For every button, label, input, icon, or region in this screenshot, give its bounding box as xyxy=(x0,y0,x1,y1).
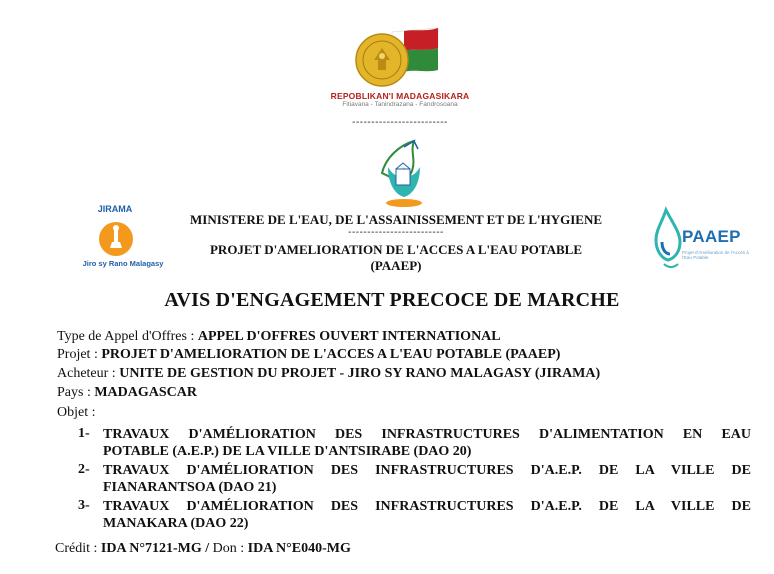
separator-line-2: ------------------------- xyxy=(348,227,444,238)
don-label: Don : xyxy=(212,541,248,556)
jirama-tagline: Jiro sy Rano Malagasy xyxy=(82,259,164,268)
ministry-water-logo xyxy=(374,137,432,209)
project-name: PROJET D'AMELIORATION DE L'ACCES A L'EAU POTABLE xyxy=(209,242,582,257)
credit-row xyxy=(55,541,351,557)
republic-name: REPOBLIKAN'I MADAGASIKARA xyxy=(330,91,470,101)
buyer-value: UNITE DE GESTION DU PROJET - JIRO SY RANO MALAGASY (JIRAMA) xyxy=(119,366,601,381)
object-text-line: TRAVAUX D'AMÉLIORATION DES INFRASTRUCTURES D'A.E.P. DE LA VILLE DE xyxy=(103,463,751,478)
credit-value: IDA N°7121-MG xyxy=(100,541,202,556)
project-label: Projet : xyxy=(57,347,102,362)
object-text-line: POTABLE (A.E.P.) DE LA VILLE D'ANTSIRABE (DAO 20) xyxy=(103,444,472,459)
object-label: Objet : xyxy=(57,405,96,420)
project-acronym: (PAAEP) xyxy=(370,258,422,273)
credit-label: Crédit : xyxy=(55,541,101,556)
tender-type-row xyxy=(57,329,501,345)
country-label: Pays : xyxy=(57,385,95,400)
paaep-label: PAAEP xyxy=(682,227,741,246)
country-row xyxy=(57,385,197,401)
object-text-line: TRAVAUX D'AMÉLIORATION DES INFRASTRUCTURES D'ALIMENTATION EN EAU xyxy=(103,427,751,442)
object-number: 3- xyxy=(78,498,90,513)
credit-separator: / xyxy=(201,541,213,556)
tender-type-label: Type de Appel d'Offres : xyxy=(57,329,198,344)
project-row xyxy=(57,347,560,363)
buyer-label: Acheteur : xyxy=(57,366,120,381)
republic-seal-logo xyxy=(352,26,442,94)
object-text-line: MANAKARA (DAO 22) xyxy=(103,516,249,531)
object-number: 2- xyxy=(78,462,90,477)
country-value: MADAGASCAR xyxy=(94,385,198,400)
object-number: 1- xyxy=(78,426,90,441)
object-text-line: TRAVAUX D'AMÉLIORATION DES INFRASTRUCTURES D'A.E.P. DE LA VILLE DE xyxy=(103,499,751,514)
notice-title: AVIS D'ENGAGEMENT PRECOCE DE MARCHE xyxy=(164,289,620,311)
tender-type-value: APPEL D'OFFRES OUVERT INTERNATIONAL xyxy=(197,329,501,344)
paaep-tagline: Projet d'Amélioration de l'Accès à l'Eau Potable xyxy=(682,250,749,260)
don-value: IDA N°E040-MG xyxy=(247,541,351,556)
project-value: PROJET D'AMELIORATION DE L'ACCES A L'EAU POTABLE (PAAEP) xyxy=(101,347,561,362)
buyer-row xyxy=(57,366,600,382)
separator-line: ------------------------- xyxy=(352,117,448,128)
jirama-title: JIRAMA xyxy=(97,204,133,214)
republic-motto: Fitiavana - Tanindrazana - Fandrosoana xyxy=(342,101,458,108)
ministry-name: MINISTERE DE L'EAU, DE L'ASSAINISSEMENT ET DE L'HYGIENE xyxy=(189,212,603,227)
object-text-line: FIANARANTSOA (DAO 21) xyxy=(103,480,277,495)
